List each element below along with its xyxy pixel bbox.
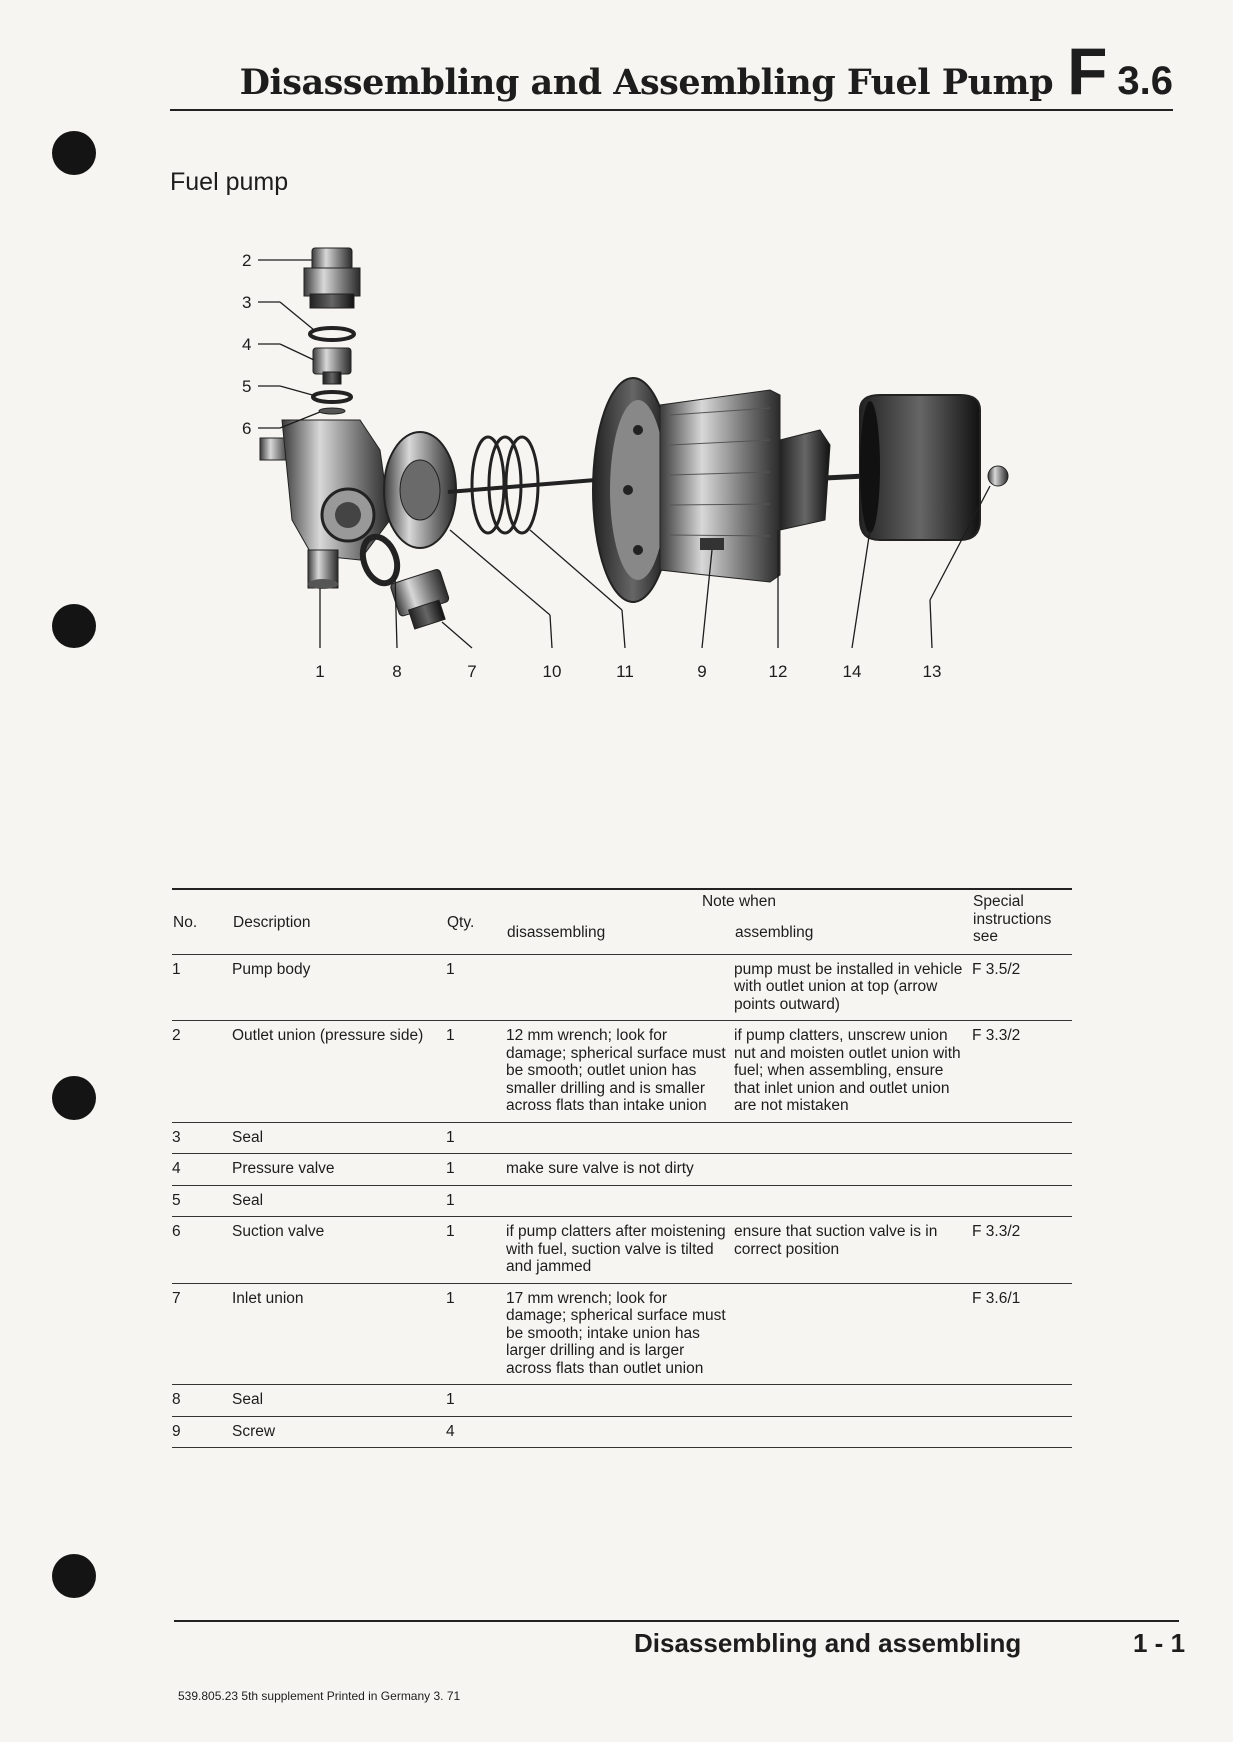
footer-title: Disassembling and assembling bbox=[634, 1628, 1022, 1658]
callout-label: 2 bbox=[242, 251, 252, 270]
cell-description: Seal bbox=[232, 1191, 264, 1209]
page-title: Disassembling and Assembling Fuel Pump bbox=[239, 62, 1054, 103]
footer-rule bbox=[174, 1620, 1179, 1622]
cell-special: F 3.6/1 bbox=[972, 1289, 1021, 1307]
bottom-callouts bbox=[315, 662, 941, 681]
callout-label: 6 bbox=[242, 419, 252, 438]
callout-label: 11 bbox=[616, 662, 634, 681]
binder-hole bbox=[52, 604, 96, 648]
binder-hole bbox=[52, 1076, 96, 1120]
cell-disassembling: 12 mm wrench; look for damage; spherical surface must be smooth; outlet union has smaller drilling and is smaller across flats than intake union bbox=[506, 1027, 726, 1114]
cell-assembling bbox=[734, 1122, 972, 1154]
cell-qty: 1 bbox=[446, 1391, 455, 1408]
col-header-note-when: Note when bbox=[701, 893, 777, 910]
cell-assembling bbox=[734, 1416, 972, 1448]
cell-assembling bbox=[734, 1185, 972, 1217]
callout-label: 5 bbox=[242, 377, 252, 396]
cell-no: 2 bbox=[172, 1027, 181, 1044]
cell-special: F 3.3/2 bbox=[972, 1027, 1021, 1044]
page-header bbox=[239, 34, 1173, 108]
cell-assembling: pump must be installed in vehicle with outlet union at top (arrow points outward) bbox=[734, 960, 963, 1013]
cell-description: Outlet union (pressure side) bbox=[232, 1027, 424, 1044]
suction-valve-part bbox=[319, 408, 345, 414]
col-header-description: Description bbox=[233, 914, 311, 931]
cell-disassembling bbox=[506, 1385, 734, 1417]
cell-assembling: if pump clatters, unscrew union nut and moisten outlet union with fuel; when assembling, ensure that inlet union and outlet union are not mistaken bbox=[734, 1027, 961, 1114]
cell-disassembling bbox=[506, 1122, 734, 1154]
callout-label: 12 bbox=[768, 662, 788, 681]
section-number: 3.6 bbox=[1117, 59, 1173, 103]
table-row bbox=[172, 1021, 1072, 1123]
callout-label: 13 bbox=[922, 662, 942, 681]
cell-qty: 1 bbox=[446, 1191, 455, 1209]
cell-disassembling: make sure valve is not dirty bbox=[506, 1160, 694, 1177]
callout-label: 7 bbox=[467, 662, 477, 681]
callout-label: 3 bbox=[242, 293, 252, 312]
binder-hole bbox=[52, 1554, 96, 1598]
diaphragm-part bbox=[384, 432, 456, 548]
cell-no: 4 bbox=[172, 1160, 181, 1177]
cell-assembling bbox=[734, 1154, 972, 1186]
cell-no: 9 bbox=[172, 1422, 181, 1440]
cell-disassembling bbox=[506, 1185, 734, 1217]
cell-description: Seal bbox=[232, 1391, 264, 1408]
section-letter: F bbox=[1067, 34, 1108, 108]
callout-label: 10 bbox=[542, 662, 562, 681]
cell-special bbox=[972, 1385, 1072, 1417]
table-row bbox=[172, 1122, 1072, 1154]
cell-description: Inlet union bbox=[232, 1289, 304, 1307]
table-row bbox=[172, 1154, 1072, 1186]
seal-part bbox=[313, 392, 351, 402]
cell-assembling bbox=[734, 1283, 972, 1385]
cell-qty: 1 bbox=[446, 960, 455, 978]
cell-qty: 1 bbox=[446, 1027, 455, 1044]
cell-special bbox=[972, 1122, 1072, 1154]
callout-label: 14 bbox=[842, 662, 862, 681]
col-header-qty: Qty. bbox=[447, 914, 475, 931]
header-rule bbox=[170, 109, 1173, 111]
seal-part bbox=[357, 532, 403, 588]
cell-description: Seal bbox=[232, 1128, 264, 1146]
cell-description: Screw bbox=[232, 1422, 276, 1440]
cell-assembling bbox=[734, 1385, 972, 1417]
cell-no: 5 bbox=[172, 1191, 181, 1209]
callout-label: 9 bbox=[697, 662, 707, 681]
col-header-assembling: assembling bbox=[735, 924, 814, 942]
end-cap-part bbox=[860, 395, 980, 540]
cell-no: 7 bbox=[172, 1289, 181, 1307]
table-row bbox=[172, 1217, 1072, 1284]
cell-description: Pressure valve bbox=[232, 1160, 335, 1177]
print-info: 539.805.23 5th supplement Printed in Germany 3. 71 bbox=[178, 1689, 461, 1703]
cell-no: 3 bbox=[172, 1128, 181, 1146]
pump-body-part bbox=[260, 420, 390, 589]
table-row bbox=[172, 1185, 1072, 1217]
fuel-pump-exploded-view bbox=[220, 230, 1020, 690]
col-header-no: No. bbox=[173, 914, 198, 931]
page-number: 1 - 1 bbox=[1133, 1628, 1186, 1658]
cell-disassembling bbox=[506, 954, 734, 1021]
cell-disassembling bbox=[506, 1416, 734, 1448]
cell-description: Pump body bbox=[232, 960, 311, 978]
table-row bbox=[172, 954, 1072, 1021]
callout-label: 8 bbox=[392, 662, 402, 681]
cell-no: 8 bbox=[172, 1391, 181, 1408]
col-header-special: Special instructions see bbox=[973, 893, 1052, 945]
outlet-union-part bbox=[304, 248, 360, 308]
cell-qty: 1 bbox=[446, 1223, 455, 1240]
seal-part bbox=[310, 328, 354, 340]
cell-special bbox=[972, 1416, 1072, 1448]
col-header-disassembling: disassembling bbox=[507, 924, 606, 942]
cell-no: 6 bbox=[172, 1223, 181, 1240]
cell-qty: 4 bbox=[446, 1422, 455, 1440]
cell-qty: 1 bbox=[446, 1160, 455, 1177]
cell-qty: 1 bbox=[446, 1128, 455, 1146]
cell-special bbox=[972, 1185, 1072, 1217]
cell-qty: 1 bbox=[446, 1289, 455, 1307]
cell-special: F 3.3/2 bbox=[972, 1223, 1021, 1240]
table-row bbox=[172, 1385, 1072, 1417]
cell-no: 1 bbox=[172, 960, 181, 978]
table-row bbox=[172, 1416, 1072, 1448]
cell-special: F 3.5/2 bbox=[972, 960, 1021, 978]
pressure-valve-part bbox=[313, 348, 351, 384]
cell-description: Suction valve bbox=[232, 1223, 325, 1240]
table-row bbox=[172, 1283, 1072, 1385]
cell-special bbox=[972, 1154, 1072, 1186]
cap-nut-part bbox=[988, 466, 1008, 486]
cell-assembling: ensure that suction valve is in correct position bbox=[734, 1223, 938, 1258]
callout-label: 4 bbox=[242, 335, 252, 354]
binder-hole bbox=[52, 131, 96, 175]
parts-table bbox=[172, 887, 1072, 1448]
cell-disassembling: if pump clatters after moistening with fuel, suction valve is tilted and jammed bbox=[506, 1223, 726, 1275]
inlet-union-part bbox=[390, 569, 455, 633]
left-callouts bbox=[242, 251, 251, 438]
motor-housing-part bbox=[593, 378, 865, 602]
figure-heading: Fuel pump bbox=[170, 168, 289, 196]
callout-label: 1 bbox=[315, 662, 325, 681]
cell-disassembling: 17 mm wrench; look for damage; spherical surface must be smooth; intake union has larger drilling and is larger across flats than outlet union bbox=[506, 1289, 726, 1377]
